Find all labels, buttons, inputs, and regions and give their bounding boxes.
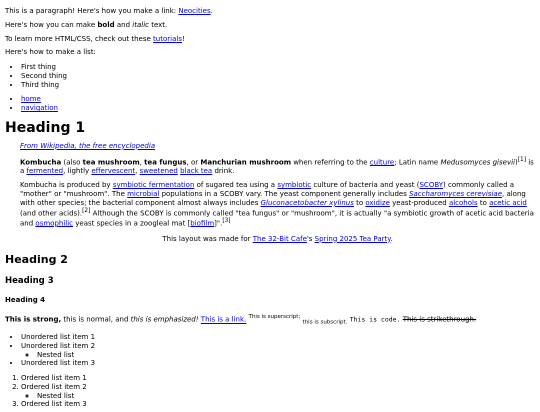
text: , [139,157,145,166]
wikipedia-link[interactable]: From Wikipedia, the free encyclopedia [20,141,156,150]
text: when referring to the [290,157,370,166]
tea-mushroom-term: tea mushroom [82,157,140,166]
heading-3: Heading 3 [5,276,54,287]
gluconacetobacter-link[interactable]: Gluconacetobacter xylinus [260,198,354,207]
format-text-b: and [114,20,133,29]
nav-item-navigation [21,104,535,113]
symbiotic-link[interactable]: symbiotic [277,181,312,190]
kombucha-intro [20,157,535,176]
tea-party-link[interactable]: Spring 2025 Tea Party [314,234,391,243]
list-item: 3. Ordered list item 3 [21,400,535,409]
oxidize-link[interactable]: oxidize [365,198,390,207]
text: 's [306,234,315,243]
text: yeast species in a zoogleal mat [ [73,218,191,227]
text: ]". [214,218,223,227]
format-text-c: text. [148,20,168,29]
strikethrough-text: This is strikethrough. [402,315,477,324]
text: of sugared tea using a [194,181,278,190]
text: , along with other species; the bacterial component almost always includes [20,190,526,207]
manchurian-mushroom-term: Manchurian mushroom [200,157,291,166]
wiki-source [20,142,535,151]
text: (also [61,157,83,166]
text: (and other acids). [20,208,83,217]
intro-text: This is a paragraph! Here's how you make a link: [5,7,179,15]
tea-fungus-term: tea fungus [144,157,187,166]
osmophilic-link[interactable]: osmophilic [35,218,74,227]
list-item [21,342,535,360]
heading-1: Heading 1 [5,119,86,136]
wiki-article [5,142,535,244]
scoby-link[interactable]: SCOBY [419,181,444,190]
culture-link[interactable]: culture [369,157,395,166]
heading-2: Heading 2 [5,253,68,267]
text: , lightly [63,166,92,175]
tutorials-paragraph [5,35,535,44]
symbiotic-fermentation-link[interactable]: symbiotic fermentation [112,181,195,190]
text: Although the SCOBY is commonly called "tea fungus" or "mushroom", it is actually "a symbiotic growth of acetic acid bacteria and [20,208,534,227]
32-bit-cafe-link[interactable]: The 32-Bit Cafe [252,234,307,243]
example-link[interactable]: This is a link. [200,315,247,324]
code-text: This is code. [349,315,401,324]
list-item-label: Unordered list item 2 [21,341,96,350]
tutorials-text: To learn more HTML/CSS, check out these [5,34,154,43]
bold-word: bold [97,20,115,29]
format-paragraph [5,21,535,30]
page [0,7,540,409]
nested-list-item: ◦ Nested list [37,392,535,401]
ordered-list [5,374,535,409]
alcohols-link[interactable]: alcohols [448,198,478,207]
formatting-paragraph [5,314,535,327]
strong-text: This is strong, [5,315,62,324]
list-item: • Third thing [21,81,535,90]
nested-list [21,351,535,360]
text: drink. [212,166,235,175]
list-item: • First thing [21,63,535,72]
text: is a [20,157,534,175]
text: Kombucha is produced by [20,181,113,190]
text: ) commonly called a "mother" or "mushroom". The [20,181,515,199]
superscript-text: This is superscript; [248,314,301,321]
effervescent-link[interactable]: effervescent [91,166,136,175]
text: to [353,198,366,207]
list-item: • Second thing [21,72,535,81]
italic-word: italic [132,20,149,29]
kombucha-production [20,181,535,227]
heading-4: Heading 4 [5,296,46,305]
microbial-link[interactable]: microbial [127,190,160,199]
sweetened-link[interactable]: sweetened [139,166,178,175]
neocities-link[interactable]: Neocities [178,7,211,15]
list-intro: Here's how to make a list: [5,48,96,57]
layout-credit [20,235,535,244]
text: , [135,166,140,175]
normal-text: this is normal, and [61,315,131,324]
text: , or [186,157,201,166]
intro-paragraph [5,7,535,16]
citation-1: [1] [517,156,526,163]
text: to [477,198,490,207]
nested-list [21,392,535,401]
citation-2: [2] [82,207,91,214]
text: . [390,234,393,243]
list-item-label: Ordered list item 2 [21,382,87,391]
text: ; Latin name [394,157,441,166]
text: populations in a SCOBY vary. The yeast component generally includes [159,190,410,199]
emphasized-text: this is emphasized! [130,315,199,324]
tutorials-end: ! [181,34,185,43]
list-item [21,383,535,401]
text: yeast-produced [389,198,449,207]
unordered-list [5,333,535,368]
biofilm-link[interactable]: biofilm [190,218,215,227]
saccharomyces-link[interactable]: Saccharomyces cerevisiae [409,190,502,199]
home-link[interactable]: home [21,95,41,104]
latin-name: Medusomyces gisevii [440,157,515,166]
nested-list-item: ◦ Nested list [37,351,535,360]
list-item: • Unordered list item 1 [21,333,535,342]
black-tea-link[interactable]: black tea [180,166,213,175]
nav-item-home [21,95,535,104]
citation-3: [3] [222,217,231,224]
tutorials-link[interactable]: tutorials [153,34,182,43]
list-item: • Unordered list item 3 [21,359,535,368]
navigation-link[interactable]: navigation [21,104,58,112]
list-item: 1. Ordered list item 1 [21,374,535,383]
acetic-acid-link[interactable]: acetic acid [489,198,527,207]
kombucha-term: Kombucha [20,157,62,166]
intro-list [5,63,535,89]
text: This layout was made for [162,234,253,243]
nav-list [5,95,535,113]
format-text-a: Here's how you can make [5,20,98,29]
intro-period: . [210,7,213,15]
text: ) [514,157,518,166]
fermented-link[interactable]: fermented [26,166,64,175]
text: culture of bacteria and yeast ( [311,181,420,190]
subscript-text: this is subscript. [302,320,348,327]
